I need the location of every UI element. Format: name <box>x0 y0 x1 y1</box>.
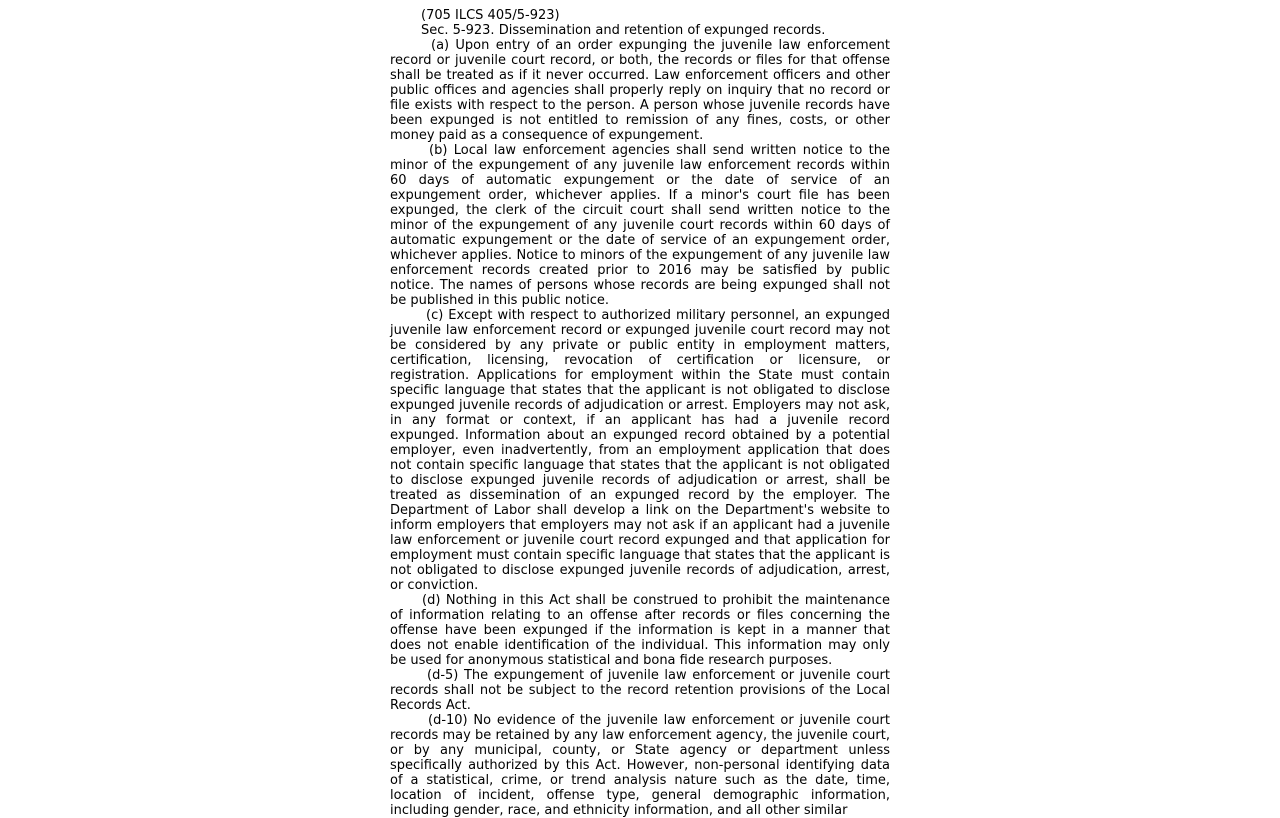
statute-document <box>390 8 890 818</box>
statute-citation: (705 ILCS 405/5-923) <box>421 8 560 23</box>
paragraph-c: (c) Except with respect to authorized military personnel, an expunged juvenile law enforcement record or expunged juvenile court record may not be considered by any private or public entity in employment matters, certification, licensing, revocation of certification or licensure, or registration. Applications for employment within the State must contain specific language that states that the applicant is not obligated to disclose expunged juvenile records of adjudication or arrest. Employers may not ask, in any format or context, if an applicant has had a juvenile record expunged. Information about an expunged record obtained by a potential employer, even inadvertently, from an employment application that does not contain specific language that states that the applicant is not obligated to disclose expunged juvenile records of adjudication or arrest, shall be treated as dissemination of an expunged record by the employer. The Department of Labor shall develop a link on the Department's website to inform employers that employers may not ask if an applicant had a juvenile law enforcement or juvenile court record expunged and that application for employment must contain specific language that states that the applicant is not obligated to disclose expunged juvenile records of adjudication, arrest, or conviction. <box>390 308 890 593</box>
paragraph-d-5: (d-5) The expungement of juvenile law enforcement or juvenile court records shall not be subject to the record retention provisions of the Local Records Act. <box>390 668 890 713</box>
paragraph-d: (d) Nothing in this Act shall be construed to prohibit the maintenance of information relating to an offense after records or files concerning the offense have been expunged if the information is kept in a manner that does not enable identification of the individual. This information may only be used for anonymous statistical and bona fide research purposes. <box>390 593 890 668</box>
paragraph-a: (a) Upon entry of an order expunging the juvenile law enforcement record or juvenile court record, or both, the records or files for that offense shall be treated as if it never occurred. Law enforcement officers and other public offices and agencies shall properly reply on inquiry that no record or file exists with respect to the person. A person whose juvenile records have been expunged is not entitled to remission of any fines, costs, or other money paid as a consequence of expungement. <box>390 38 890 143</box>
section-heading: Sec. 5-923. Dissemination and retention of expunged records. <box>421 23 826 38</box>
paragraph-d-10: (d-10) No evidence of the juvenile law enforcement or juvenile court records may be retained by any law enforcement agency, the juvenile court, or by any municipal, county, or State agency or department unless specifically authorized by this Act. However, non-personal identifying data of a statistical, crime, or trend analysis nature such as the date, time, location of incident, offense type, general demographic information, including gender, race, and ethnicity information, and all other similar <box>390 713 890 818</box>
paragraph-b: (b) Local law enforcement agencies shall send written notice to the minor of the expungement of any juvenile law enforcement records within 60 days of automatic expungement or the date of service of an expungement order, whichever applies. If a minor's court file has been expunged, the clerk of the circuit court shall send written notice to the minor of the expungement of any juvenile court records within 60 days of automatic expungement or the date of service of an expungement order, whichever applies. Notice to minors of the expungement of any juvenile law enforcement records created prior to 2016 may be satisfied by public notice. The names of persons whose records are being expunged shall not be published in this public notice. <box>390 143 890 308</box>
